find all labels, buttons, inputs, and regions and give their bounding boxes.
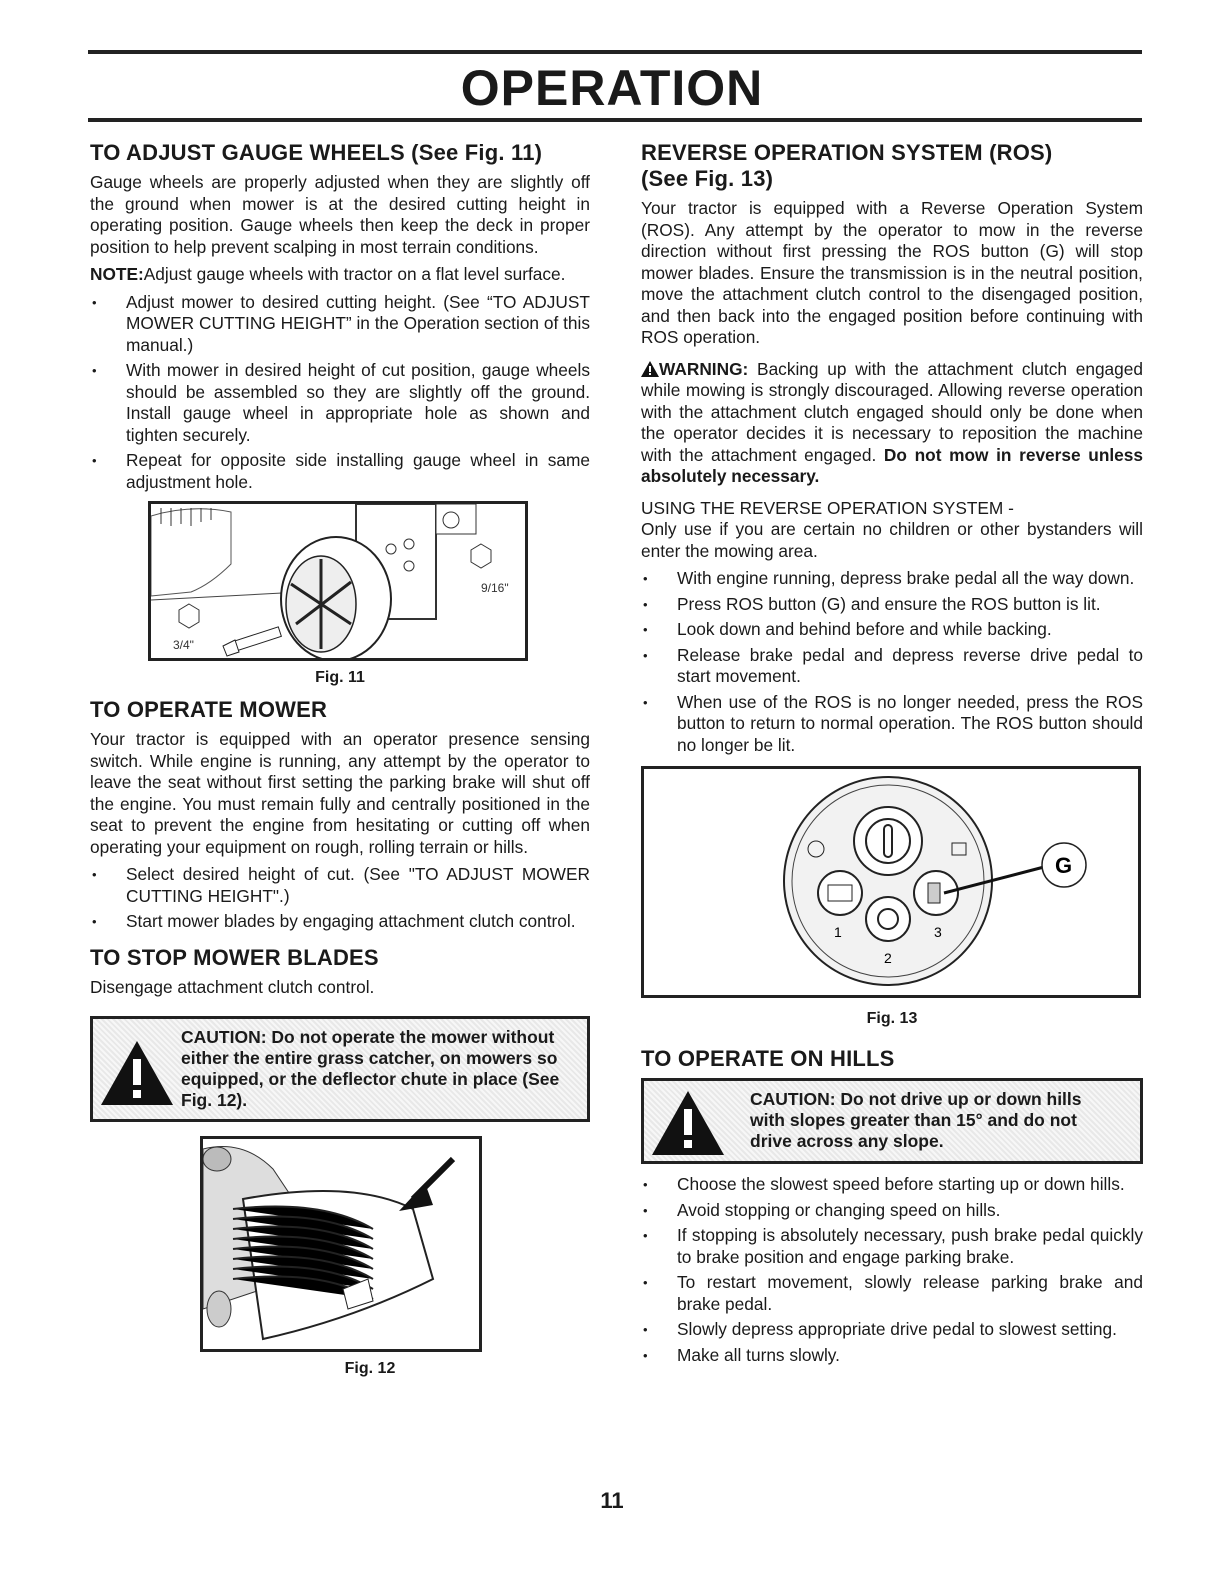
list-item: • With mower in desired height of cut position, gauge wheels should be assembled so they are slightly off the ground. Install gauge wheel in appropriate hole as shown and tighten securely. (90, 360, 590, 446)
gauge-heading: TO ADJUST GAUGE WHEELS (See Fig. 11) (90, 140, 543, 165)
operate-body: Your tractor is equipped with an operator presence sensing switch. While engine is running, any attempt by the operator to leave the seat without first setting the parking brake will shut off the engine. You must remain fully and centrally positioned in the seat to prevent the engine from hesitating or cutting off when operating your equipment on rough, rolling terrain or hills. (90, 729, 590, 857)
figure-11-caption: Fig. 11 (315, 669, 365, 686)
ros-bullets (641, 568, 1143, 756)
bolt-size-label-small: 3/4" (173, 638, 194, 652)
button-number-3: 3 (934, 924, 942, 940)
ros-dash-illustration (644, 769, 1138, 995)
list-item: • With engine running, depress brake pedal all the way down. (641, 568, 1143, 590)
figure-12-caption: Fig. 12 (344, 1360, 396, 1377)
warning-triangle-icon (99, 1039, 175, 1107)
page-number: 11 (600, 1488, 624, 1513)
gauge-note (90, 264, 590, 286)
warning-icon (641, 361, 659, 377)
deflector-chute-illustration (203, 1139, 479, 1349)
operate-heading: TO OPERATE MOWER (90, 697, 328, 722)
warning-triangle-icon (650, 1089, 726, 1157)
list-item: • Make all turns slowly. (641, 1345, 1143, 1367)
note-label: NOTE: (90, 264, 144, 284)
ros-body: Your tractor is equipped with a Reverse Operation System (ROS). Any attempt by the operator to mow in the reverse direction without first pressing the ROS button (G) will stop mower blades. Ensure the transmission is in the neutral position, move the attachment clutch control to the disengaged position, and then back into the engaged position before continuing with ROS operation. (641, 198, 1143, 347)
list-item: • Adjust mower to desired cutting height. (See “TO ADJUST MOWER CUTTING HEIGHT” in the Operation section of this manual.) (90, 292, 590, 357)
list-item: • Release brake pedal and depress reverse drive pedal to start movement. (641, 645, 1143, 688)
figure-13-caption: Fig. 13 (866, 1010, 918, 1027)
ros-heading-line2: (See Fig. 13) (641, 166, 774, 191)
button-number-1: 1 (834, 924, 842, 940)
left-column (90, 140, 590, 1388)
figure-13 (641, 766, 1141, 998)
operate-bullets (90, 864, 590, 933)
title-rule (88, 118, 1142, 122)
gauge-wheel-illustration (151, 504, 525, 658)
list-item: • Select desired height of cut. (See "TO ADJUST MOWER CUTTING HEIGHT".) (90, 864, 590, 907)
ros-heading-line1: REVERSE OPERATION SYSTEM (ROS) (641, 140, 1053, 165)
list-item: • Avoid stopping or changing speed on hills. (641, 1200, 1143, 1222)
list-item: • Press ROS button (G) and ensure the ROS button is lit. (641, 594, 1143, 616)
hills-heading: TO OPERATE ON HILLS (641, 1046, 895, 1071)
hills-bullets (641, 1174, 1143, 1366)
caution-box-hills (641, 1078, 1143, 1164)
list-item: • Repeat for opposite side installing gauge wheel in same adjustment hole. (90, 450, 590, 493)
list-item: • Look down and behind before and while backing. (641, 619, 1143, 641)
ros-warning (641, 359, 1143, 488)
ros-heading (641, 140, 1143, 192)
list-item: • Choose the slowest speed before starting up or down hills. (641, 1174, 1143, 1196)
figure-11 (148, 501, 528, 661)
stop-heading: TO STOP MOWER BLADES (90, 944, 379, 970)
stop-body: Disengage attachment clutch control. (90, 976, 375, 997)
caution-text-mower: CAUTION: Do not operate the mower without either the entire grass catcher, on mowers so equipped, or the deflector chute in place (See Fig. 12). (181, 1027, 560, 1110)
caution-box-mower (90, 1016, 590, 1122)
list-item: • If stopping is absolutely necessary, push brake pedal quickly to brake position and engage parking brake. (641, 1225, 1143, 1268)
note-text: Adjust gauge wheels with tractor on a flat level surface. (143, 264, 566, 284)
list-item: • When use of the ROS is no longer needed, press the ROS button to return to normal operation. The ROS button should no longer be lit. (641, 692, 1143, 757)
figure-12 (200, 1136, 482, 1352)
using-body: Only use if you are certain no children or other bystanders will enter the mowing area. (641, 519, 1143, 561)
list-item: • Slowly depress appropriate drive pedal to slowest setting. (641, 1319, 1143, 1341)
caution-text-hills: CAUTION: Do not drive up or down hills with slopes greater than 15° and do not drive across any slope. (750, 1089, 1082, 1151)
list-item: • Start mower blades by engaging attachment clutch control. (90, 911, 590, 933)
list-item: • To restart movement, slowly release parking brake and brake pedal. (641, 1272, 1143, 1315)
warning-text: Backing up with the attachment clutch engaged while mowing is strongly discouraged. Allowing reverse operation with the attachment clutch engaged should only be done when the operator decides it is necessary to reposition the machine with the attachment engaged. (641, 358, 1143, 465)
using-heading: USING THE REVERSE OPERATION SYSTEM - (641, 497, 1014, 518)
bolt-size-label-large: 9/16" (481, 581, 509, 595)
page-title: OPERATION (460, 60, 764, 116)
warning-label: WARNING: (659, 358, 749, 379)
right-column (641, 140, 1143, 1374)
gauge-bullets (90, 292, 590, 494)
warning-bold-text: Do not mow in reverse unless absolutely necessary. (641, 444, 1144, 486)
top-rule (88, 50, 1142, 54)
callout-g-label: G (1055, 853, 1073, 878)
button-number-2: 2 (884, 950, 892, 966)
gauge-body: Gauge wheels are properly adjusted when they are slightly off the ground when mower is at the desired cutting height in operating position. Gauge wheels then keep the deck in proper position to help prevent scalping in most terrain conditions. (90, 172, 590, 257)
